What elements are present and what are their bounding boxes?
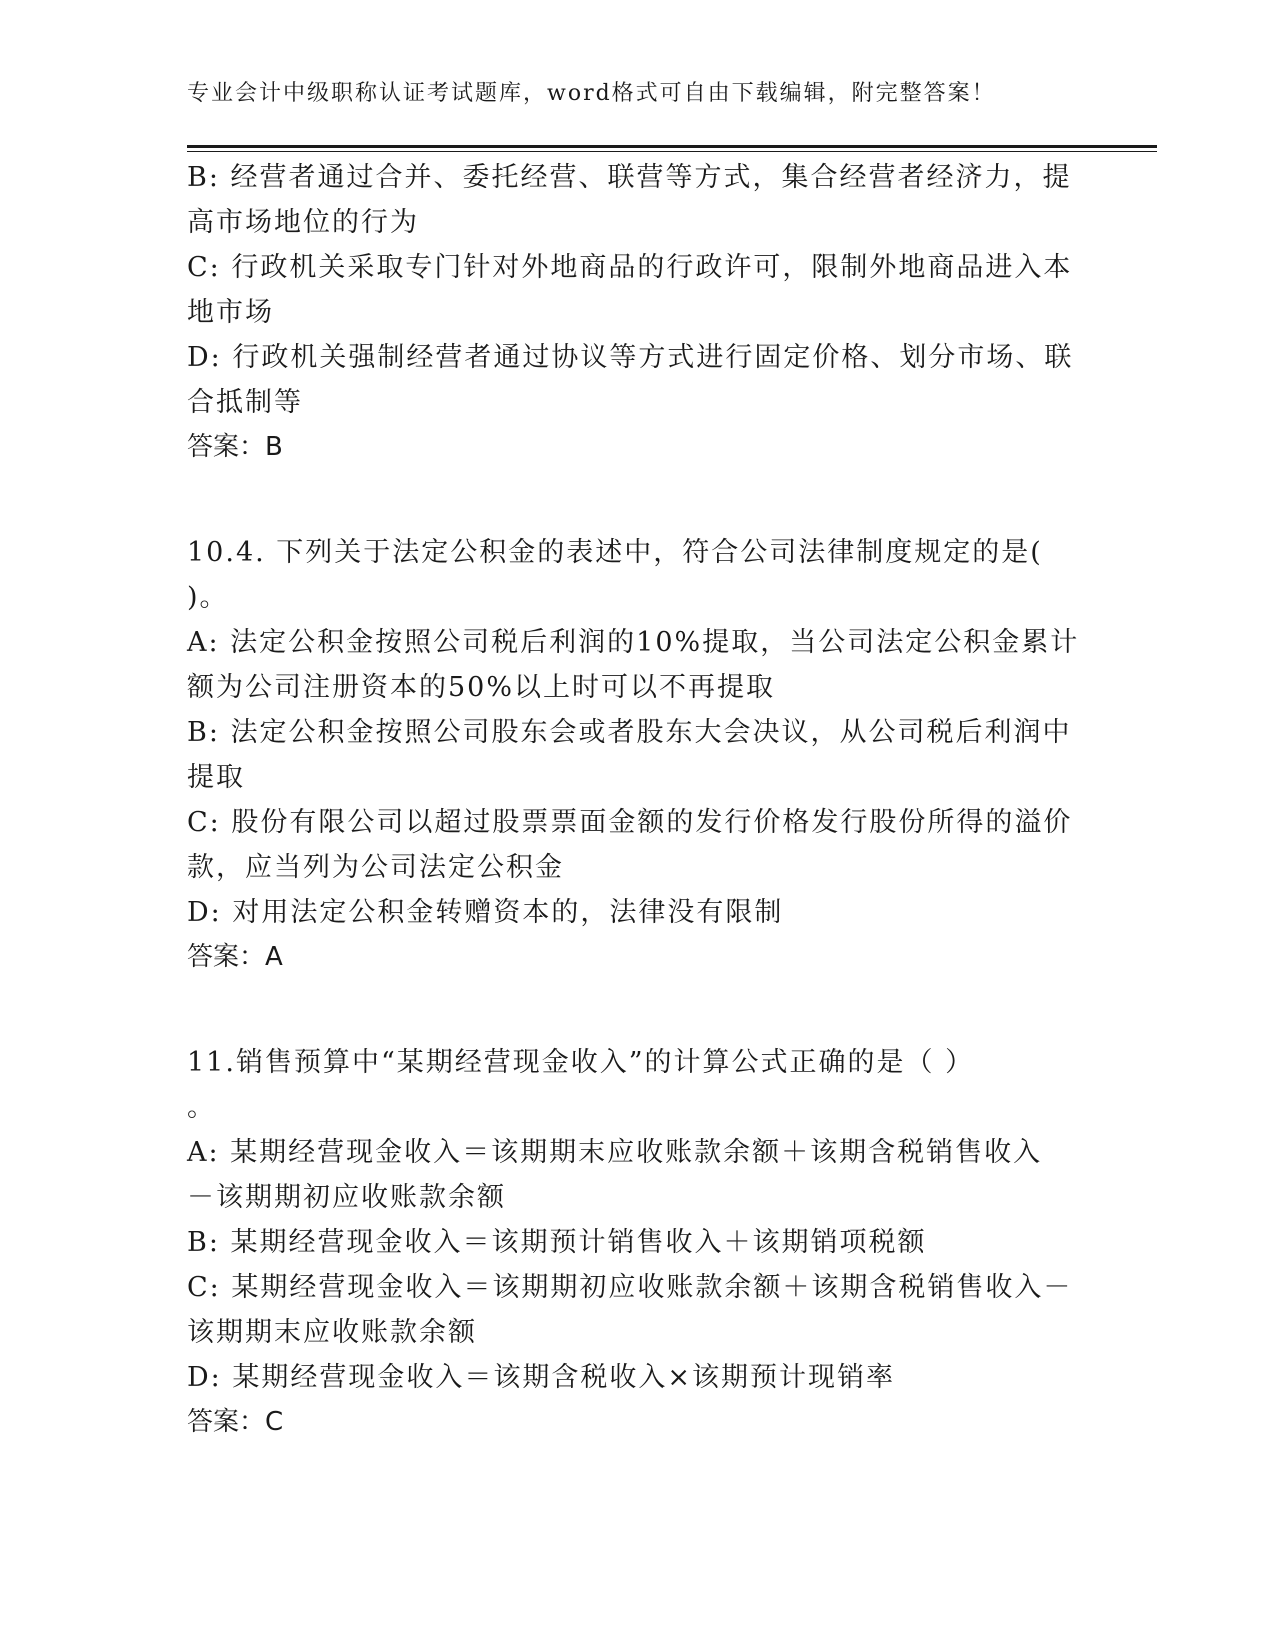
question-9-tail xyxy=(187,155,1077,470)
option-a-line-2: 额为公司注册资本的50%以上时可以不再提取 xyxy=(187,672,776,703)
option-d-line-2: 合抵制等 xyxy=(187,387,303,418)
option-d-line-1: D: 某期经营现金收入＝该期含税收入×该期预计现销率 xyxy=(187,1362,895,1393)
option-c-line-2: 地市场 xyxy=(187,297,274,328)
option-c-line-1: C: 行政机关采取专门针对外地商品的行政许可，限制外地商品进入本 xyxy=(187,252,1073,283)
option-b-line-1: B: 法定公积金按照公司股东会或者股东大会决议，从公司税后利润中 xyxy=(187,717,1072,748)
answer: 答案：C xyxy=(187,1407,284,1437)
option-d-line-1: D: 对用法定公积金转赠资本的，法律没有限制 xyxy=(187,897,784,928)
question-11 xyxy=(187,1040,1077,1445)
question-stem-line-2: )。 xyxy=(187,582,229,613)
option-c-line-2: 该期期末应收账款余额 xyxy=(187,1317,477,1348)
spacer xyxy=(187,470,1077,515)
header-rule-thick xyxy=(187,145,1157,148)
question-10 xyxy=(187,530,1080,980)
option-c-line-1: C: 股份有限公司以超过股票票面金额的发行价格发行股份所得的溢价 xyxy=(187,807,1073,838)
option-d-line-1: D: 行政机关强制经营者通过协议等方式进行固定价格、划分市场、联 xyxy=(187,342,1074,373)
answer: 答案：A xyxy=(187,942,283,972)
spacer xyxy=(187,1025,1077,1040)
option-b-line-1: B: 经营者通过合并、委托经营、联营等方式，集合经营者经济力，提 xyxy=(187,162,1072,193)
option-c-line-2: 款，应当列为公司法定公积金 xyxy=(187,852,564,883)
option-b-line-2: 高市场地位的行为 xyxy=(187,207,419,238)
question-stem-line-1: 11.销售预算中“某期经营现金收入”的计算公式正确的是（ ） xyxy=(187,1047,975,1078)
spacer xyxy=(187,980,1077,1025)
option-a-line-2: －该期期初应收账款余额 xyxy=(187,1182,506,1213)
option-b-line-1: B: 某期经营现金收入＝该期预计销售收入＋该期销项税额 xyxy=(187,1227,927,1258)
page-header: 专业会计中级职称认证考试题库，word格式可自由下载编辑，附完整答案！ xyxy=(187,81,996,106)
answer: 答案：B xyxy=(187,432,283,462)
option-c-line-1: C: 某期经营现金收入＝该期期初应收账款余额＋该期含税销售收入－ xyxy=(187,1272,1073,1303)
question-stem-line-2: 。 xyxy=(187,1092,216,1123)
option-a-line-1: A: 法定公积金按照公司税后利润的10%提取，当公司法定公积金累计 xyxy=(187,627,1080,658)
option-b-line-2: 提取 xyxy=(187,762,245,793)
header-rule-thin xyxy=(187,151,1157,152)
option-a-line-1: A: 某期经营现金收入＝该期期末应收账款余额＋该期含税销售收入 xyxy=(187,1137,1043,1168)
question-stem-line-1: 10.4. 下列关于法定公积金的表述中，符合公司法律制度规定的是( xyxy=(187,537,1043,568)
document-body xyxy=(187,155,1080,1445)
spacer xyxy=(187,515,1077,530)
